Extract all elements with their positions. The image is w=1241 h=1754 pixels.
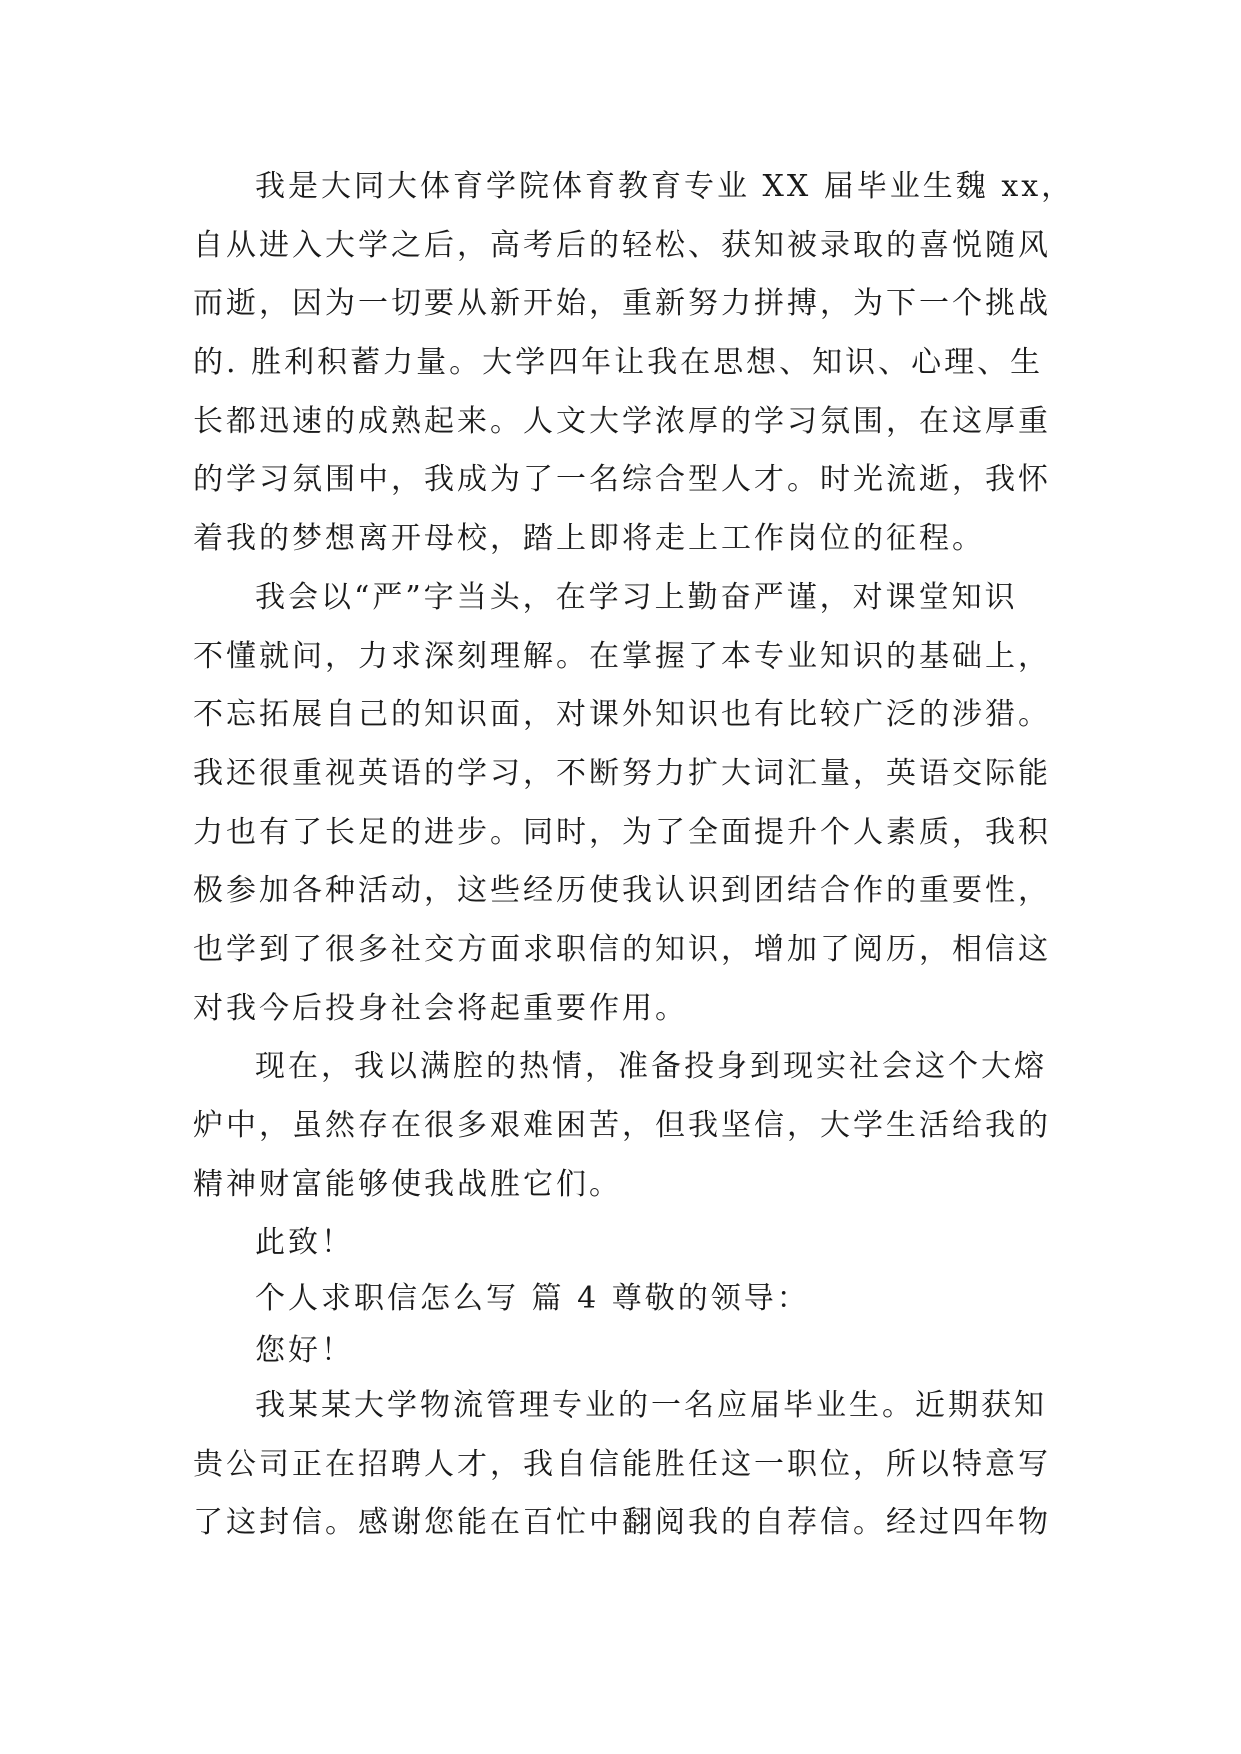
- paragraph-line: 而逝，因为一切要从新开始，重新努力拼搏，为下一个挑战: [193, 286, 1051, 322]
- paragraph-line: 不忘拓展自己的知识面，对课外知识也有比较广泛的涉猎。: [193, 697, 1051, 733]
- paragraph-line: 极参加各种活动，这些经历使我认识到团结合作的重要性，: [193, 873, 1051, 909]
- greeting-line: 您好！: [255, 1333, 354, 1369]
- paragraph-line: 着我的梦想离开母校，踏上即将走上工作岗位的征程。: [193, 521, 985, 557]
- paragraph-line: 现在，我以满腔的热情，准备投身到现实社会这个大熔: [255, 1049, 1047, 1085]
- paragraph-line: 精神财富能够使我战胜它们。: [193, 1166, 622, 1202]
- letter-body: [193, 158, 1075, 1553]
- paragraph-line: 了这封信。感谢您能在百忙中翻阅我的自荐信。经过四年物: [193, 1505, 1051, 1541]
- paragraph-line: 长都迅速的成熟起来。人文大学浓厚的学习氛围，在这厚重: [193, 403, 1051, 439]
- section-heading: 个人求职信怎么写 篇 4 尊敬的领导：: [255, 1281, 810, 1317]
- paragraph-line: 炉中，虽然存在很多艰难困苦，但我坚信，大学生活给我的: [193, 1108, 1051, 1143]
- paragraph-line: 我还很重视英语的学习，不断努力扩大词汇量，英语交际能: [193, 755, 1051, 791]
- paragraph-line: 自从进入大学之后，高考后的轻松、获知被录取的喜悦随风: [193, 227, 1051, 263]
- paragraph-line: 我是大同大体育学院体育教育专业 XX 届毕业生魏 xx，: [255, 169, 1075, 204]
- paragraph-line: 力也有了长足的进步。同时，为了全面提升个人素质，我积: [193, 814, 1051, 850]
- paragraph-line: 对我今后投身社会将起重要作用。: [193, 990, 688, 1026]
- paragraph-line: 的学习氛围中，我成为了一名综合型人才。时光流逝，我怀: [193, 462, 1051, 498]
- closing-line: 此致！: [255, 1225, 354, 1261]
- paragraph-line: 也学到了很多社交方面求职信的知识，增加了阅历，相信这: [193, 931, 1051, 967]
- paragraph-line: 不懂就问，力求深刻理解。在掌握了本专业知识的基础上，: [193, 638, 1051, 674]
- paragraph-line: 我某某大学物流管理专业的一名应届毕业生。近期获知: [255, 1388, 1047, 1424]
- paragraph-line: 贵公司正在招聘人才，我自信能胜任这一职位，所以特意写: [193, 1446, 1051, 1482]
- paragraph-line: 我会以“严”字当头，在学习上勤奋严谨，对课堂知识: [255, 579, 1018, 615]
- paragraph-line: 的. 胜利积蓄力量。大学四年让我在思想、知识、心理、生: [193, 345, 1044, 381]
